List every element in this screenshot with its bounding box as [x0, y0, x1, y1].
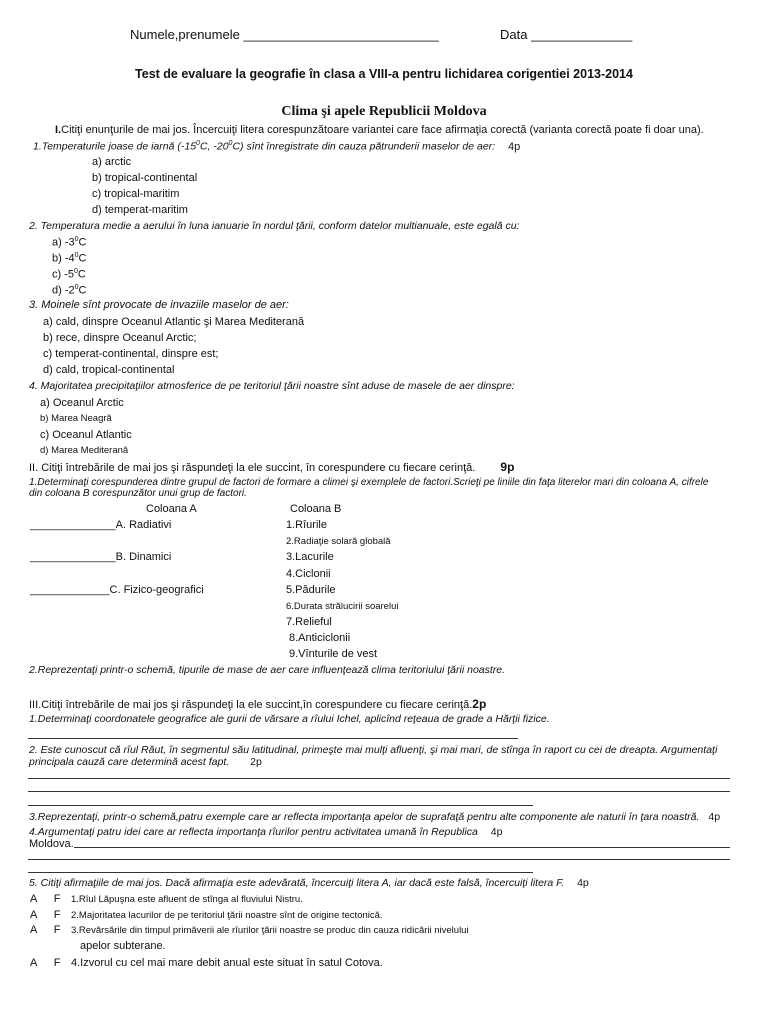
- column-a-item[interactable]: _____________C. Fizico-geografici: [30, 584, 204, 596]
- section2-q2: 2.Reprezentaţi printr-o schemă, tipurile de mase de aer care influenţează clima teritoriului ţării noastre.: [29, 664, 506, 676]
- column-b-header: Coloana B: [290, 503, 342, 515]
- q4-text: 4. Majoritatea precipitaţiilor atmosferice de pe teritoriul ţării noastre sînt aduse de masele de aer dinspre:: [29, 380, 515, 392]
- column-b-item: 7.Relieful: [286, 616, 332, 628]
- q1-text: 1.Temperaturile joase de iarnă ($-15^0C$, $-20^0C$) sînt înregistrate din cauza pătrunderii maselor de aer: 4p: [33, 140, 521, 153]
- q2-option[interactable]: a) $-3^0C$: [52, 236, 87, 249]
- column-b-item: 1.Rîurile: [286, 519, 327, 531]
- date-field-label: Data ______________: [500, 27, 633, 42]
- answer-a[interactable]: A: [30, 924, 37, 936]
- q4-option[interactable]: d) Marea Mediterană: [40, 445, 129, 456]
- column-a-header: Coloana A: [146, 503, 197, 515]
- section2-q1-line2: din coloana B corespunzător unui grup de factori.: [29, 488, 247, 499]
- column-a-item[interactable]: ______________B. Dinamici: [30, 551, 172, 563]
- answer-line[interactable]: [28, 859, 730, 860]
- section3-q2-points: 2p: [250, 756, 262, 768]
- q2-option[interactable]: c) $-5^0C$: [52, 268, 86, 281]
- statement: 1.Rîul Lăpuşna este afluent de stînga al fluviului Nistru.: [71, 894, 303, 905]
- section2-points: 9p: [500, 460, 515, 474]
- section2-q1-line1: 1.Determinaţi corespunderea dintre grupul de factori de formare a climei şi exemplele de factori.Scrieţi pe liniile din faţa literelor mari din coloana A, cifrele: [29, 477, 709, 488]
- section3-q3: 3.Reprezentaţi, printr-o schemă,patru exemple care ar reflecta importanţa apelor de suprafaţă pentru alte componente ale naturii în ţara noastră. 4p: [29, 811, 721, 823]
- q3-option[interactable]: b) rece, dinspre Oceanul Arctic;: [43, 332, 197, 344]
- column-b-item: 4.Ciclonii: [286, 568, 331, 580]
- section3-instruction: III.Citiţi întrebările de mai jos şi răspundeţi la ele succint,în corespundere cu fiecare cerinţă.2p: [29, 697, 487, 711]
- answer-line[interactable]: [28, 778, 730, 779]
- section3-q2-line1: 2. Este cunoscut că rîul Răut, în segmentul său latitudinal, primeşte mai mulţi afluenţi, şi mai mari, de stînga în raport cu cei de dreapta. Argumentaţi: [29, 744, 718, 756]
- answer-f[interactable]: F: [53, 957, 61, 969]
- test-title: Test de evaluare la geografie în clasa a VIII-a pentru lichidarea corigentiei 2013-2014: [135, 67, 633, 81]
- q3-text: 3. Moinele sînt provocate de invaziile maselor de aer:: [29, 299, 289, 311]
- answer-f[interactable]: F: [53, 924, 61, 936]
- true-false-row: [30, 957, 61, 969]
- section3-q4-points: 4p: [490, 826, 503, 838]
- answer-a[interactable]: A: [30, 909, 37, 921]
- column-b-item: 2.Radiaţie solară globală: [286, 536, 391, 547]
- answer-line[interactable]: [28, 805, 533, 806]
- q1-option[interactable]: b) tropical-continental: [92, 172, 198, 184]
- q3-option[interactable]: c) temperat-continental, dinspre est;: [43, 348, 219, 360]
- answer-f[interactable]: F: [53, 893, 61, 905]
- section1-numeral: I.: [55, 124, 62, 136]
- section1-instruction-text: Citiţi enunţurile de mai jos. Încercuiţi litera corespunzătoare variantei care face afirmaţia corectă (varianta corectă poate fi doar una).: [61, 124, 704, 136]
- section3-q5-points: 4p: [577, 877, 589, 889]
- true-false-row: [30, 924, 61, 936]
- answer-line[interactable]: [28, 872, 533, 873]
- section3-q2-line2: principala cauză care determină acest fapt. 2p: [29, 756, 262, 768]
- column-b-item: 6.Durata strălucirii soarelui: [286, 601, 399, 612]
- q1-option[interactable]: d) temperat-maritim: [92, 204, 188, 216]
- section3-q4-line1: 4.Argumentaţi patru idei care ar reflecta importanţa rîurilor pentru activitatea umană în Republica 4p: [29, 826, 503, 838]
- column-b-item: 9.Vînturile de vest: [289, 648, 378, 660]
- section3-q1: 1.Determinaţi coordonatele geografice ale gurii de vărsare a rîului Ichel, aplicînd reţeaua de grade a Hărţii fizice.: [29, 713, 550, 725]
- true-false-row: [30, 893, 61, 905]
- q1-option[interactable]: c) tropical-maritim: [92, 188, 180, 200]
- q1-option[interactable]: a) arctic: [92, 156, 132, 168]
- q4-option[interactable]: c) Oceanul Atlantic: [40, 429, 132, 441]
- test-subtitle: Clima şi apele Republicii Moldova: [281, 104, 487, 119]
- answer-a[interactable]: A: [30, 893, 37, 905]
- answer-line[interactable]: [28, 791, 730, 792]
- q1-points: 4p: [508, 140, 521, 153]
- section1-instruction: [55, 124, 704, 136]
- statement: 3.Revărsările din timpul primăverii ale rîurilor ţării noastre se produc din cauza ridicării nivelului: [71, 925, 469, 936]
- q2-option[interactable]: b) $-4^0C$: [52, 252, 87, 265]
- section2-instruction: II. Citiţi întrebările de mai jos şi răspundeţi la ele succint, în corespundere cu fiecare cerinţă. 9p: [29, 460, 515, 474]
- statement: 4.Izvorul cu cel mai mare debit anual este situat în satul Cotova.: [71, 957, 383, 969]
- statement-continuation: apelor subterane.: [80, 940, 166, 952]
- q2-text: 2. Temperatura medie a aerului în luna ianuarie în nordul ţării, conform datelor multianuale, este egală cu:: [29, 220, 520, 232]
- column-b-item: 3.Lacurile: [286, 551, 334, 563]
- q2-option[interactable]: d) $-2^0C$: [52, 284, 87, 297]
- q3-option[interactable]: d) cald, tropical-continental: [43, 364, 175, 376]
- column-b-item: 8.Anticiclonii: [289, 632, 351, 644]
- name-field-label: Numele,prenumele ___________________________: [130, 27, 439, 42]
- section3-q3-points: 4p: [708, 811, 721, 823]
- answer-line[interactable]: [28, 738, 518, 739]
- section3-q5: 5. Citiţi afirmaţiile de mai jos. Dacă afirmaţia este adevărată, încercuiţi litera A, iar dacă este falsă, încercuiţi litera F. 4p: [29, 877, 589, 889]
- q4-option[interactable]: b) Marea Neagră: [40, 413, 112, 424]
- answer-a[interactable]: A: [30, 957, 37, 969]
- q4-option[interactable]: a) Oceanul Arctic: [40, 397, 124, 409]
- column-b-item: 5.Pădurile: [286, 584, 336, 596]
- q3-option[interactable]: a) cald, dinspre Oceanul Atlantic şi Marea Mediterană: [43, 316, 305, 328]
- statement: 2.Majoritatea lacurilor de pe teritoriul ţării noastre sînt de origine tectonică.: [71, 910, 383, 921]
- answer-line[interactable]: [74, 847, 730, 848]
- section3-q4-line2: Moldova.: [29, 838, 74, 850]
- column-a-item[interactable]: ______________A. Radiativi: [30, 519, 172, 531]
- true-false-row: [30, 909, 61, 921]
- answer-f[interactable]: F: [53, 909, 61, 921]
- section3-points: 2p: [472, 697, 487, 711]
